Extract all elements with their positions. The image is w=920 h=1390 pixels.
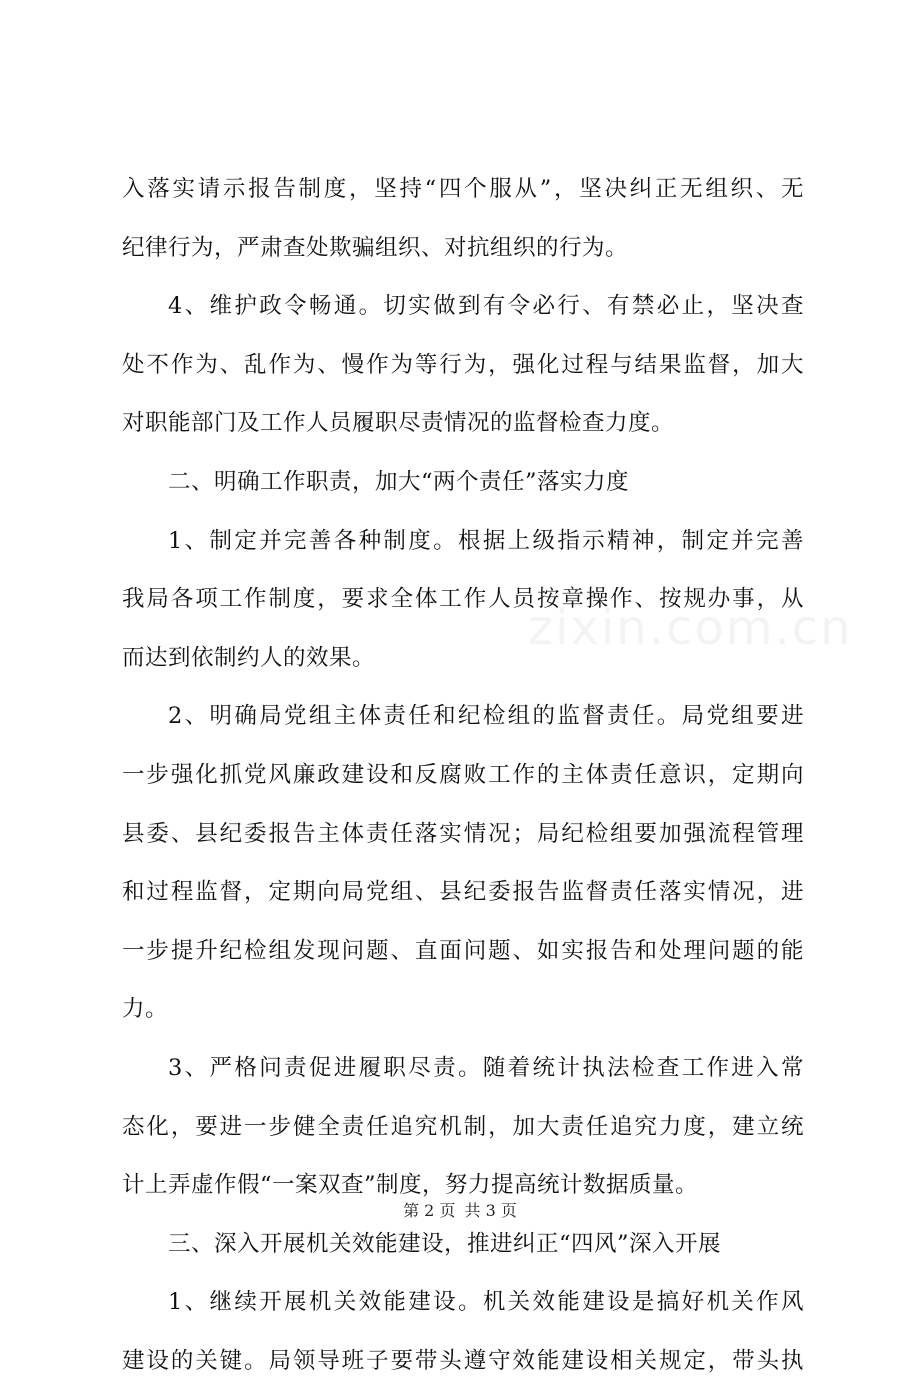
text-line: 1、制定并完善各种制度。根据上级指示精神，制定并完善 xyxy=(168,527,804,554)
text-line: 一步强化抓党风廉政建设和反腐败工作的主体责任意识，定期向 xyxy=(122,761,804,788)
text-line: 1、继续开展机关效能建设。机关效能建设是搞好机关作风 xyxy=(168,1289,804,1316)
paragraph xyxy=(122,512,804,688)
text-line: 力。 xyxy=(122,996,169,1023)
text-line: 态化，要进一步健全责任追究机制，加大责任追究力度，建立统 xyxy=(122,1113,804,1140)
text-line: 而达到依制约人的效果。 xyxy=(122,644,376,671)
paragraph xyxy=(122,1273,804,1390)
text-line: 处不作为、乱作为、慢作为等行为，强化过程与结果监督，加大 xyxy=(122,351,804,378)
section-heading xyxy=(122,453,804,512)
text-line: 纪律行为，严肃查处欺骗组织、对抗组织的行为。 xyxy=(122,234,629,261)
text-line: 和过程监督，定期向局党组、县纪委报告监督责任落实情况，进 xyxy=(122,879,804,906)
text-line: 建设的关键。局领导班子要带头遵守效能建设相关规定，带头执 xyxy=(122,1347,804,1374)
page-number: 第 2 页 xyxy=(403,1201,456,1220)
text-line: 4、维护政令畅通。切实做到有令必行、有禁必止，坚决查 xyxy=(168,293,804,320)
paragraph xyxy=(122,687,804,1039)
text-line: 对职能部门及工作人员履职尽责情况的监督检查力度。 xyxy=(122,410,675,437)
text-line: 一步提升纪检组发现问题、直面问题、如实报告和处理问题的能 xyxy=(122,937,804,964)
text-line: 2、明确局党组主体责任和纪检组的监督责任。局党组要进 xyxy=(168,703,804,730)
text-line: 3、严格问责促进履职尽责。随着统计执法检查工作进入常 xyxy=(168,1054,804,1081)
text-line: 我局各项工作制度，要求全体工作人员按章操作、按规办事，从 xyxy=(122,586,804,613)
text-line: 计上弄虚作假“一案双查”制度，努力提高统计数据质量。 xyxy=(122,1172,699,1199)
paragraph xyxy=(122,1039,804,1215)
paragraph xyxy=(122,277,804,453)
text-line: 三、深入开展机关效能建设，推进纠正“四风”深入开展 xyxy=(168,1230,722,1257)
page-total: 共 3 页 xyxy=(464,1201,517,1220)
text-line: 入落实请示报告制度，坚持“四个服从”，坚决纠正无组织、无 xyxy=(122,176,804,202)
paragraph xyxy=(122,160,804,277)
text-line: 二、明确工作职责，加大“两个责任”落实力度 xyxy=(168,468,630,495)
page-footer xyxy=(0,1198,920,1221)
text-line: 县委、县纪委报告主体责任落实情况；局纪检组要加强流程管理 xyxy=(122,820,804,847)
section-heading xyxy=(122,1215,804,1274)
